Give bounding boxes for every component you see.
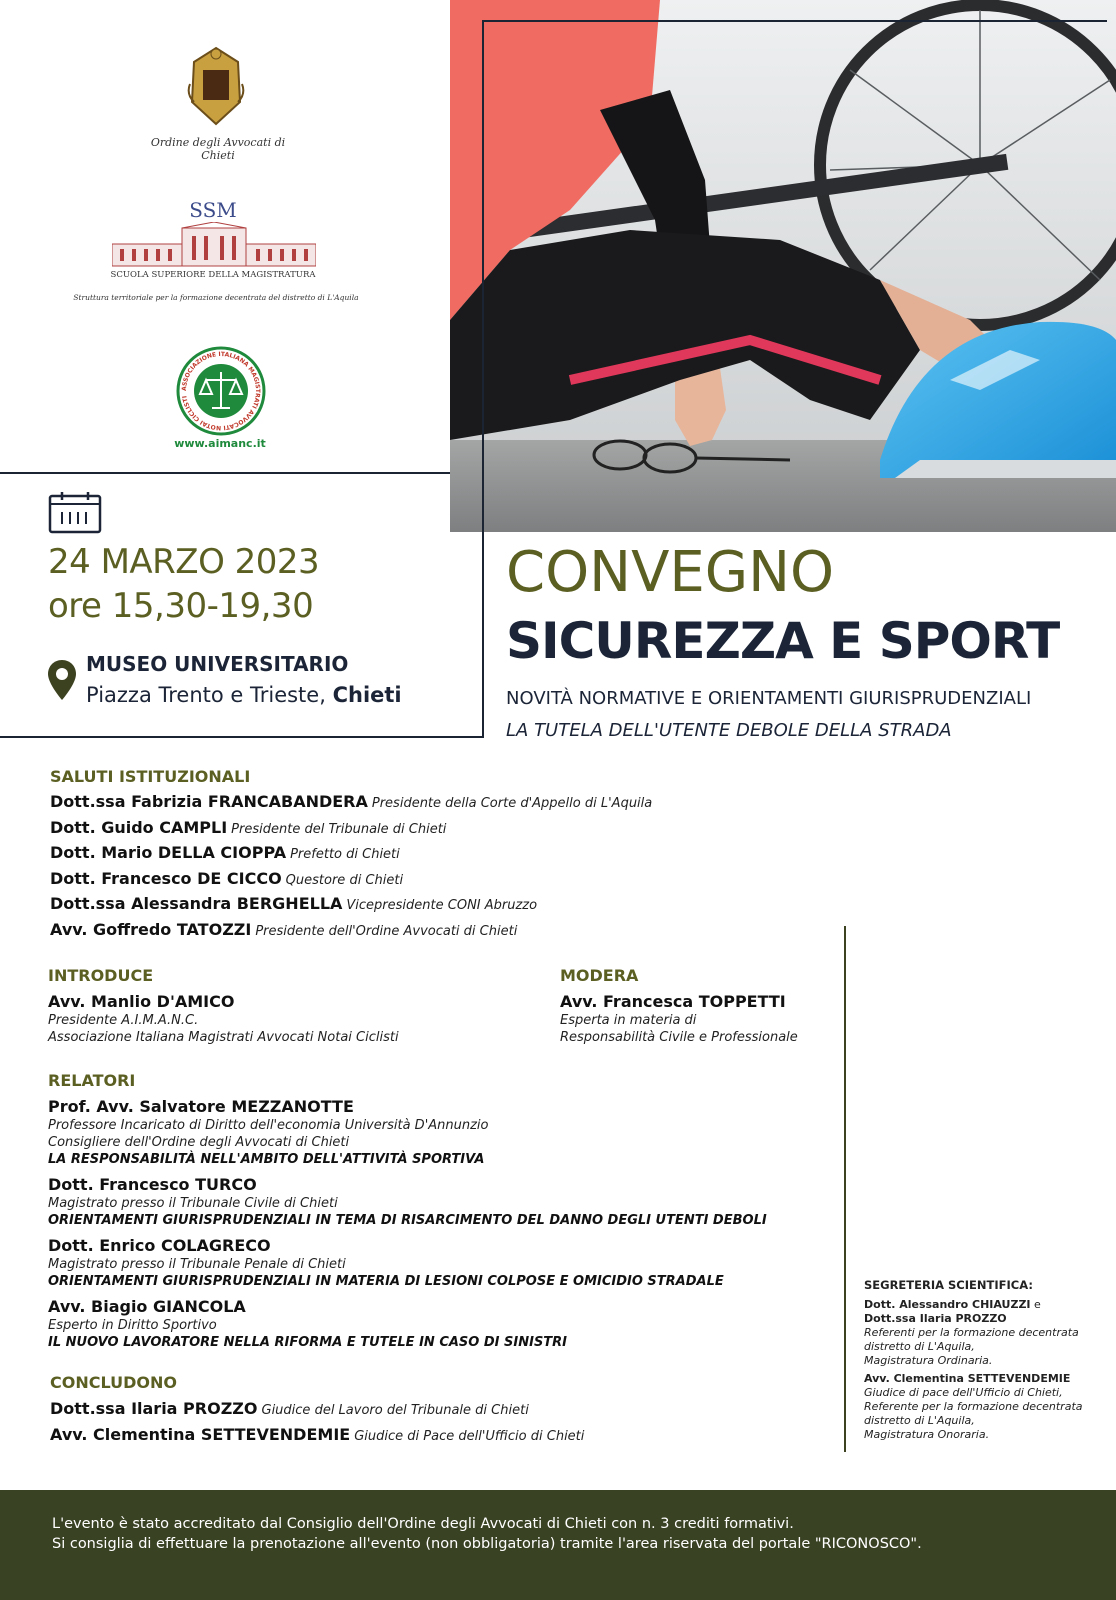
location-pin-icon (48, 660, 76, 704)
saluti-item-role: Questore di Chieti (285, 873, 404, 888)
saluti-item (50, 920, 517, 939)
relatore-desc: Magistrato presso il Tribunale Penale di Chieti (48, 1257, 346, 1272)
concludono-item-role: Giudice di Pace dell'Ufficio di Chieti (354, 1429, 585, 1444)
segreteria-desc: distretto di L'Aquila, (864, 1414, 975, 1427)
saluti-item (50, 869, 403, 888)
ordine-name: Ordine degli Avvocati di Chieti (150, 136, 286, 162)
frame-top-rule (482, 20, 1107, 22)
relatore-name-text: Dott. Francesco TURCO (48, 1175, 257, 1194)
divider-rule-lower (0, 736, 484, 738)
modera-line1: Esperta in materia di (560, 1013, 697, 1028)
venue-city: Chieti (332, 683, 402, 707)
segreteria-block (864, 1278, 1094, 1442)
aimanc-url: www.aimanc.it (174, 437, 266, 450)
saluti-item-name: Dott. Guido CAMPLI (50, 818, 228, 837)
concludono-heading: CONCLUDONO (50, 1373, 177, 1392)
subtitle-1: NOVITÀ NORMATIVE E ORIENTAMENTI GIURISPRUDENZIALI (506, 688, 1032, 709)
concludono-item (50, 1399, 529, 1418)
saluti-item (50, 792, 652, 811)
relatore-desc: Esperto in Diritto Sportivo (48, 1318, 217, 1333)
segreteria-name: Avv. Clementina SETTEVENDEMIE (864, 1372, 1071, 1385)
introduce-line1: Presidente A.I.M.A.N.C. (48, 1013, 199, 1028)
saluti-item-role: Vicepresidente CONI Abruzzo (346, 898, 538, 913)
footer-line-2: Si consiglia di effettuare la prenotazione all'evento (non obbligatoria) tramite l'area riservata del portale "RICONOSCO". (52, 1536, 922, 1552)
modera-name-text: Avv. Francesca TOPPETTI (560, 992, 786, 1011)
relatore-name-text: Dott. Enrico COLAGRECO (48, 1236, 271, 1255)
segreteria-divider (844, 926, 846, 1452)
modera-line2: Responsabilità Civile e Professionale (560, 1030, 798, 1045)
hero-photo (450, 0, 1116, 532)
venue-name: MUSEO UNIVERSITARIO (86, 652, 349, 676)
ssm-name: SCUOLA SUPERIORE DELLA MAGISTRATURA (110, 270, 316, 280)
relatore-topic: ORIENTAMENTI GIURISPRUDENZIALI IN MATERIA DI LESIONI COLPOSE E OMICIDIO STRADALE (48, 1274, 724, 1289)
modera-name (560, 992, 786, 1011)
aimanc-logo (176, 346, 266, 440)
introduce-name-text: Avv. Manlio D'AMICO (48, 992, 235, 1011)
saluti-item-name: Dott.ssa Fabrizia FRANCABANDERA (50, 792, 368, 811)
saluti-item-role: Presidente dell'Ordine Avvocati di Chieti (255, 924, 518, 939)
ssm-acronym: SSM (189, 198, 237, 222)
svg-text:ASSOCIAZIONE ITALIANA MAGISTRA (181, 351, 261, 431)
ssm-logo (108, 198, 318, 288)
saluti-item-role: Presidente del Tribunale di Chieti (231, 822, 447, 837)
relatore-name-text: Avv. Biagio GIANCOLA (48, 1297, 246, 1316)
relatore-name-text: Prof. Avv. Salvatore MEZZANOTTE (48, 1097, 354, 1116)
saluti-heading: SALUTI ISTITUZIONALI (50, 767, 251, 786)
relatore-topic: IL NUOVO LAVORATORE NELLA RIFORMA E TUTELE IN CASO DI SINISTRI (48, 1335, 568, 1350)
segreteria-desc: distretto di L'Aquila, (864, 1340, 975, 1353)
relatore-desc: Magistrato presso il Tribunale Civile di Chieti (48, 1196, 338, 1211)
segreteria-name: Dott.ssa Ilaria PROZZO (864, 1312, 1007, 1325)
subtitle-2: LA TUTELA DELL'UTENTE DEBOLE DELLA STRADA (506, 720, 952, 741)
title-kicker: CONVEGNO (506, 540, 835, 605)
ssm-subtitle: Struttura territoriale per la formazione decentrata del distretto di L'Aquila (73, 293, 359, 302)
segreteria-conj: e (1034, 1298, 1041, 1311)
segreteria-desc: Referente per la formazione decentrata (864, 1400, 1083, 1413)
modera-heading: MODERA (560, 966, 639, 985)
venue-street: Piazza Trento e Trieste, (86, 683, 326, 707)
segreteria-desc: Giudice di pace dell'Ufficio di Chieti, (864, 1386, 1063, 1399)
concludono-item-name: Avv. Clementina SETTEVENDEMIE (50, 1425, 351, 1444)
concludono-item (50, 1425, 584, 1444)
relatore-desc: Consigliere dell'Ordine degli Avvocati di Chieti (48, 1135, 350, 1150)
segreteria-heading: SEGRETERIA SCIENTIFICA: (864, 1278, 1033, 1292)
saluti-item-name: Dott.ssa Alessandra BERGHELLA (50, 894, 343, 913)
concludono-item-role: Giudice del Lavoro del Tribunale di Chieti (261, 1403, 529, 1418)
calendar-icon (48, 490, 102, 538)
saluti-item-name: Avv. Goffredo TATOZZI (50, 920, 252, 939)
aimanc-ring-text: ASSOCIAZIONE ITALIANA MAGISTRATI AVVOCATI NOTAI CICLISTI (180, 350, 262, 432)
segreteria-desc: Referenti per la formazione decentrata (864, 1326, 1079, 1339)
venue-address (86, 683, 402, 707)
saluti-item-role: Presidente della Corte d'Appello di L'Aquila (371, 796, 653, 811)
saluti-item-role: Prefetto di Chieti (290, 847, 400, 862)
relatore-name (48, 1236, 271, 1255)
introduce-name (48, 992, 234, 1011)
saluti-item-name: Dott. Francesco DE CICCO (50, 869, 282, 888)
relatore-topic: ORIENTAMENTI GIURISPRUDENZIALI IN TEMA DI RISARCIMENTO DEL DANNO DEGLI UTENTI DEBOLI (48, 1213, 767, 1228)
relatore-topic: LA RESPONSABILITÀ NELL'AMBITO DELL'ATTIVITÀ SPORTIVA (48, 1152, 485, 1167)
saluti-item (50, 818, 446, 837)
saluti-item (50, 843, 400, 862)
relatore-desc: Professore Incaricato di Diritto dell'economia Università D'Annunzio (48, 1118, 489, 1133)
footer-line-1: L'evento è stato accreditato dal Consiglio dell'Ordine degli Avvocati di Chieti con n. 3 crediti formativi. (52, 1516, 794, 1532)
introduce-line2: Associazione Italiana Magistrati Avvocati Notai Ciclisti (48, 1030, 399, 1045)
relatori-heading: RELATORI (48, 1071, 136, 1090)
segreteria-name: Dott. Alessandro CHIAUZZI (864, 1298, 1031, 1311)
segreteria-desc: Magistratura Onoraria. (864, 1428, 990, 1441)
ordine-crest-logo (186, 44, 246, 134)
frame-vertical-rule (482, 20, 484, 738)
event-date: 24 MARZO 2023 (48, 542, 320, 582)
saluti-item (50, 894, 537, 913)
segreteria-desc: Magistratura Ordinaria. (864, 1354, 993, 1367)
event-time: ore 15,30-19,30 (48, 586, 314, 626)
saluti-item-name: Dott. Mario DELLA CIOPPA (50, 843, 287, 862)
page-title: SICUREZZA E SPORT (506, 612, 1060, 670)
relatore-name (48, 1297, 246, 1316)
divider-rule (0, 472, 450, 474)
footer-bar (0, 1490, 1116, 1600)
introduce-heading: INTRODUCE (48, 966, 154, 985)
relatore-name (48, 1175, 257, 1194)
concludono-item-name: Dott.ssa Ilaria PROZZO (50, 1399, 258, 1418)
relatore-name (48, 1097, 354, 1116)
